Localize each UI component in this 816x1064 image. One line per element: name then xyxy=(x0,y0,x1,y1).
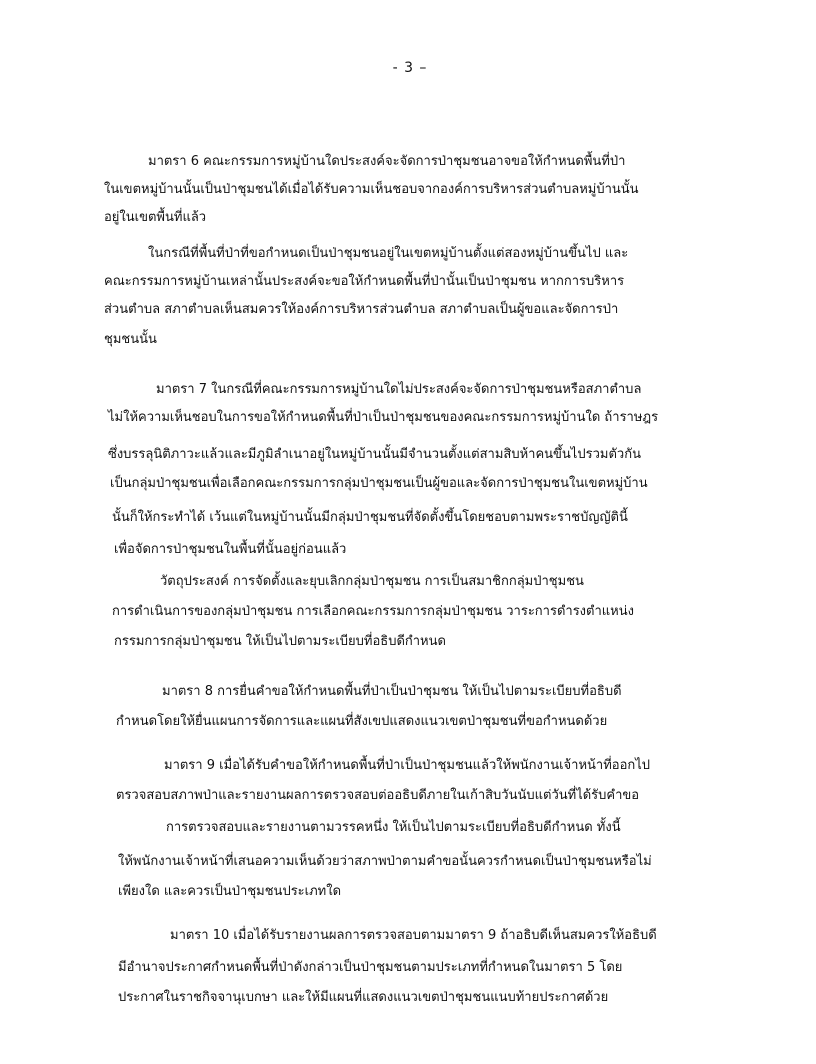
text-line: มาตรา 6 คณะกรรมการหมู่บ้านใดประสงค์จะจัดการป่าชุมชนอาจขอให้กำหนดพื้นที่ป่า xyxy=(148,154,626,169)
text-line: มาตรา 8 การยื่นคำขอให้กำหนดพื้นที่ป่าเป็นป่าชุมชน ให้เป็นไปตามระเบียบที่อธิบดี xyxy=(162,684,622,699)
text-line: วัตถุประสงค์ การจัดตั้งและยุบเลิกกลุ่มป่าชุมชน การเป็นสมาชิกกลุ่มป่าชุมชน xyxy=(160,574,584,589)
text-line: ในกรณีที่พื้นที่ป่าที่ขอกำหนดเป็นป่าชุมชนอยู่ในเขตหมู่บ้านตั้งแต่สองหมู่บ้านขึ้นไป และ xyxy=(148,246,629,261)
text-line: ในเขตหมู่บ้านนั้นเป็นป่าชุมชนได้เมื่อได้รับความเห็นชอบจากองค์การบริหารส่วนตำบลหมู่บ้านนั้น xyxy=(104,182,639,197)
text-line: ซึ่งบรรลุนิติภาวะแล้วและมีภูมิลำเนาอยู่ในหมู่บ้านนั้นมีจำนวนตั้งแต่สามสิบห้าคนขึ้นไปรวมตัวกัน xyxy=(108,447,641,462)
text-line: กำหนดโดยให้ยื่นแผนการจัดการและแผนที่สังเขปแสดงแนวเขตป่าชุมชนที่ขอกำหนดด้วย xyxy=(116,714,608,729)
text-line: มาตรา 10 เมื่อได้รับรายงานผลการตรวจสอบตามมาตรา 9 ถ้าอธิบดีเห็นสมควรให้อธิบดี xyxy=(170,928,657,943)
text-line: มาตรา 9 เมื่อได้รับคำขอให้กำหนดพื้นที่ป่าเป็นป่าชุมชนแล้วให้พนักงานเจ้าหน้าที่ออกไป xyxy=(164,758,651,773)
text-line: การตรวจสอบและรายงานตามวรรคหนึ่ง ให้เป็นไปตามระเบียบที่อธิบดีกำหนด ทั้งนี้ xyxy=(166,820,621,835)
text-line: ส่วนตำบล สภาตำบลเห็นสมควรให้องค์การบริหารส่วนตำบล สภาตำบลเป็นผู้ขอและจัดการป่า xyxy=(104,302,619,317)
text-line: ประกาศในราชกิจจานุเบกษา และให้มีแผนที่แสดงแนวเขตป่าชุมชนแนบท้ายประกาศด้วย xyxy=(118,990,609,1005)
text-line: อยู่ในเขตพื้นที่แล้ว xyxy=(104,210,207,225)
page-number: - 3 – xyxy=(392,60,428,76)
text-line: นั้นก็ให้กระทำได้ เว้นแต่ในหมู่บ้านนั้นมีกลุ่มป่าชุมชนที่จัดตั้งขึ้นโดยชอบตามพระราชบัญญัตินี้ xyxy=(112,510,628,525)
text-line: ไม่ให้ความเห็นชอบในการขอให้กำหนดพื้นที่ป่าเป็นป่าชุมชนของคณะกรรมการหมู่บ้านใด ถ้าราษฎร xyxy=(108,410,659,425)
text-line: เพื่อจัดการป่าชุมชนในพื้นที่นั้นอยู่ก่อนแล้ว xyxy=(114,542,347,557)
text-line: มีอำนาจประกาศกำหนดพื้นที่ป่าดังกล่าวเป็นป่าชุมชนตามประเภทที่กำหนดในมาตรา 5 โดย xyxy=(118,960,623,975)
text-line: มาตรา 7 ในกรณีที่คณะกรรมการหมู่บ้านใดไม่ประสงค์จะจัดการป่าชุมชนหรือสภาตำบล xyxy=(156,382,642,397)
text-line: การดำเนินการของกลุ่มป่าชุมชน การเลือกคณะกรรมการกลุ่มป่าชุมชน วาระการดำรงตำแหน่ง xyxy=(112,604,634,619)
text-line: ชุมชนนั้น xyxy=(104,332,157,347)
text-line: เป็นกลุ่มป่าชุมชนเพื่อเลือกคณะกรรมการกลุ่มป่าชุมชนเป็นผู้ขอและจัดการป่าชุมชนในเขตหมู่บ้าน xyxy=(110,476,648,491)
text-line: เพียงใด และควรเป็นป่าชุมชนประเภทใด xyxy=(118,884,342,899)
text-line: ให้พนักงานเจ้าหน้าที่เสนอความเห็นด้วยว่าสภาพป่าตามคำขอนั้นควรกำหนดเป็นป่าชุมชนหรือไม่ xyxy=(118,854,652,869)
text-line: ตรวจสอบสภาพป่าและรายงานผลการตรวจสอบต่ออธิบดีภายในเก้าสิบวันนับแต่วันที่ได้รับคำขอ xyxy=(116,788,640,803)
text-line: คณะกรรมการหมู่บ้านเหล่านั้นประสงค์จะขอให้กำหนดพื้นที่ป่านั้นเป็นป่าชุมชน หากการบริหาร xyxy=(104,274,625,289)
text-line: กรรมการกลุ่มป่าชุมชน ให้เป็นไปตามระเบียบที่อธิบดีกำหนด xyxy=(114,634,446,649)
